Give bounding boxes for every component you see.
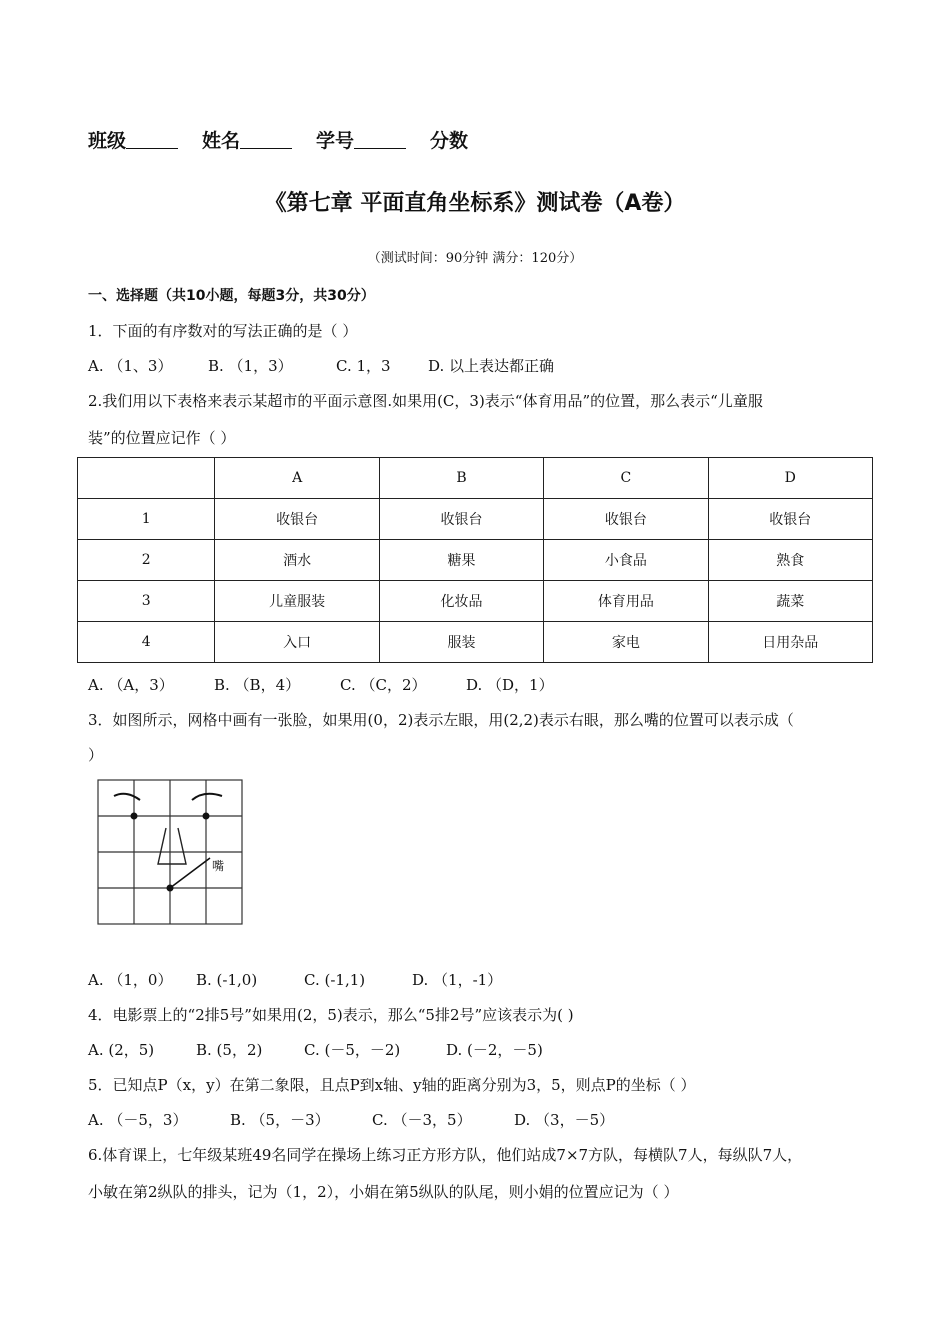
q1-option-b[interactable]: B. （1，3） bbox=[208, 357, 293, 375]
table-cell: 2 bbox=[78, 540, 215, 581]
score-label: 分数 bbox=[430, 130, 469, 152]
q2-stem-line2: 装”的位置应记作（ ） bbox=[88, 429, 236, 447]
mouth-pointer-line bbox=[170, 858, 210, 888]
q5-option-b[interactable]: B. （5，－3） bbox=[230, 1111, 330, 1129]
q1-stem: 1．下面的有序数对的写法正确的是（ ） bbox=[88, 322, 358, 340]
table-row bbox=[78, 622, 873, 663]
q3-option-c[interactable]: C. (-1,1) bbox=[304, 971, 366, 989]
nose bbox=[158, 828, 186, 864]
q5-option-a[interactable]: A. （－5，3） bbox=[88, 1111, 188, 1129]
id-label: 学号 bbox=[316, 130, 355, 152]
table-header-cell: D bbox=[708, 458, 872, 499]
q1-option-a[interactable]: A. （1、3） bbox=[88, 357, 173, 375]
q2-options bbox=[88, 674, 554, 695]
table-cell: 4 bbox=[78, 622, 215, 663]
table-cell: 服装 bbox=[379, 622, 543, 663]
table-cell: 收银台 bbox=[215, 499, 379, 540]
q5-option-d[interactable]: D. （3，－5） bbox=[514, 1111, 615, 1129]
q4-options bbox=[88, 1039, 543, 1060]
q3-stem-line1: 3．如图所示，网格中画有一张脸，如果用(0，2)表示左眼，用(2,2)表示右眼，那么嘴的位置可以表示成（ bbox=[88, 711, 794, 729]
table-cell: 小食品 bbox=[544, 540, 708, 581]
left-eyebrow bbox=[114, 794, 140, 800]
table-cell: 化妆品 bbox=[379, 581, 543, 622]
table-row bbox=[78, 581, 873, 622]
q3-option-b[interactable]: B. (-1,0) bbox=[196, 971, 258, 989]
name-label: 姓名 bbox=[202, 130, 241, 152]
table-row bbox=[78, 499, 873, 540]
table-header-cell: B bbox=[379, 458, 543, 499]
table-cell: 1 bbox=[78, 499, 215, 540]
q3-option-a[interactable]: A. （1，0） bbox=[88, 971, 173, 989]
table-cell: 熟食 bbox=[708, 540, 872, 581]
q5-option-c[interactable]: C. （－3，5） bbox=[372, 1111, 472, 1129]
q6-stem-line2: 小敏在第2纵队的排头，记为（1，2），小娟在第5纵队的队尾，则小娟的位置应记为（ ） bbox=[88, 1183, 679, 1201]
class-label: 班级 bbox=[88, 130, 127, 152]
student-info-header bbox=[88, 126, 468, 153]
table-header-cell: A bbox=[215, 458, 379, 499]
q2-option-a[interactable]: A. （A，3） bbox=[88, 676, 174, 694]
q4-option-a[interactable]: A. (2，5) bbox=[88, 1041, 155, 1059]
q5-options bbox=[88, 1109, 614, 1130]
q2-option-d[interactable]: D. （D，1） bbox=[466, 676, 554, 694]
name-blank[interactable] bbox=[240, 130, 292, 149]
q1-option-c[interactable]: C. 1，3 bbox=[336, 357, 391, 375]
face-grid-figure bbox=[96, 778, 246, 930]
table-cell: 收银台 bbox=[708, 499, 872, 540]
table-cell: 家电 bbox=[544, 622, 708, 663]
table-header-cell bbox=[78, 458, 215, 499]
table-cell: 收银台 bbox=[544, 499, 708, 540]
table-cell: 糖果 bbox=[379, 540, 543, 581]
id-blank[interactable] bbox=[354, 130, 406, 149]
q6-stem-line1: 6.体育课上，七年级某班49名同学在操场上练习正方形方队，他们站成7×7方队，每横队7人，每纵队7人， bbox=[88, 1146, 803, 1164]
q4-stem: 4．电影票上的“2排5号”如果用(2，5)表示，那么“5排2号”应该表示为( ) bbox=[88, 1006, 574, 1024]
table-cell: 蔬菜 bbox=[708, 581, 872, 622]
table-row bbox=[78, 540, 873, 581]
table-header-cell: C bbox=[544, 458, 708, 499]
q1-option-d[interactable]: D. 以上表达都正确 bbox=[428, 357, 555, 375]
q2-stem-line1: 2.我们用以下表格来表示某超市的平面示意图.如果用(C，3)表示“体育用品”的位置，那么表示“儿童服 bbox=[88, 392, 763, 410]
page-subtitle: （测试时间：90分钟 满分：120分） bbox=[367, 251, 583, 266]
q1-options bbox=[88, 355, 554, 376]
table-cell: 入口 bbox=[215, 622, 379, 663]
page-title: 《第七章 平面直角坐标系》测试卷（A卷） bbox=[264, 191, 686, 216]
supermarket-table bbox=[77, 457, 873, 663]
q3-option-d[interactable]: D. （1，-1） bbox=[412, 971, 503, 989]
table-cell: 酒水 bbox=[215, 540, 379, 581]
section-heading: 一、选择题（共10小题，每题3分，共30分） bbox=[88, 288, 375, 304]
mouth-label: 嘴 bbox=[212, 859, 225, 873]
q4-option-c[interactable]: C. (－5，－2) bbox=[304, 1041, 401, 1059]
right-eye bbox=[203, 813, 210, 820]
right-eyebrow bbox=[192, 794, 222, 800]
q3-options bbox=[88, 969, 502, 990]
class-blank[interactable] bbox=[126, 130, 178, 149]
grid-lines bbox=[98, 780, 242, 924]
q2-option-b[interactable]: B. （B，4） bbox=[214, 676, 301, 694]
q5-stem: 5．已知点P（x，y）在第二象限，且点P到x轴、y轴的距离分别为3，5，则点P的坐标（ ） bbox=[88, 1076, 696, 1094]
q3-stem-line2: ） bbox=[88, 746, 104, 764]
q4-option-d[interactable]: D. (－2，－5) bbox=[446, 1041, 543, 1059]
table-header-row bbox=[78, 458, 873, 499]
table-cell: 儿童服装 bbox=[215, 581, 379, 622]
table-cell: 日用杂品 bbox=[708, 622, 872, 663]
table-cell: 3 bbox=[78, 581, 215, 622]
q4-option-b[interactable]: B. (5，2) bbox=[196, 1041, 263, 1059]
q2-option-c[interactable]: C. （C，2） bbox=[340, 676, 427, 694]
table-cell: 收银台 bbox=[379, 499, 543, 540]
left-eye bbox=[131, 813, 138, 820]
table-cell: 体育用品 bbox=[544, 581, 708, 622]
